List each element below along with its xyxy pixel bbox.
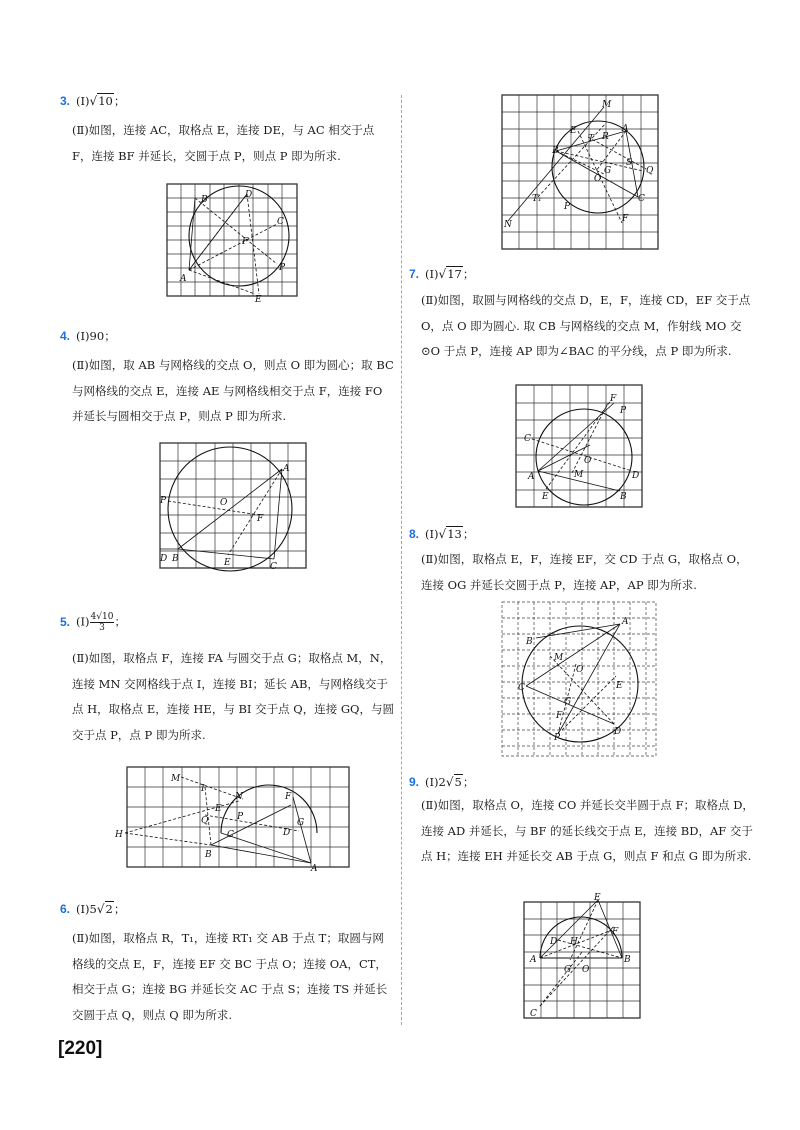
svg-text:F: F — [612, 927, 619, 937]
svg-text:F: F — [610, 394, 617, 404]
svg-text:E: E — [542, 492, 549, 502]
svg-text:N: N — [235, 792, 243, 802]
svg-text:E: E — [570, 126, 577, 136]
svg-text:O: O — [220, 498, 228, 508]
figure-7 — [512, 383, 647, 513]
point-label: C — [277, 217, 284, 227]
svg-text:D: D — [160, 554, 168, 564]
svg-text:H: H — [115, 830, 123, 840]
problem-5-solution: (Ⅱ)如图，取格点 F，连接 FA 与圆交于点 G；取格点 M，N，连接 MN 交网格线于点 I，连接 BI；延长 AB，与网格线交于点 H，取格点 E，连接 HE，与 BI 交于点 Q，连接 GQ，与圆交于点 P，点 P 即为所求. — [72, 651, 394, 742]
svg-text:B: B — [526, 637, 533, 647]
sqrt-expression: √5 — [445, 775, 462, 789]
figure-3 — [165, 182, 300, 305]
svg-text:P: P — [554, 733, 561, 743]
svg-text:B: B — [205, 850, 212, 860]
figure-5 — [115, 765, 355, 874]
point-label: B — [201, 195, 208, 205]
svg-text:C: C — [530, 1009, 537, 1019]
figure-6 — [498, 93, 663, 253]
fraction: $\frac{4√10}{3}$ — [90, 612, 114, 633]
svg-text:A: A — [528, 472, 535, 482]
figure-4 — [158, 441, 308, 573]
problem-6-answer: 6. (Ⅰ)5√2； — [60, 902, 126, 916]
svg-text:D: D — [632, 471, 640, 481]
figure-8 — [500, 600, 660, 760]
point-label: A — [180, 274, 187, 284]
point-label: D — [245, 190, 253, 200]
svg-text:M: M — [574, 470, 584, 480]
svg-text:G: G — [297, 818, 305, 828]
svg-text:F: F — [556, 711, 563, 721]
svg-text:O: O — [582, 965, 590, 975]
sqrt-expression: √17 — [438, 267, 462, 281]
svg-text:N: N — [504, 220, 512, 230]
point-label: F — [242, 237, 249, 247]
svg-text:D: D — [550, 937, 558, 947]
svg-text:B: B — [620, 492, 627, 502]
svg-text:B: B — [172, 554, 179, 564]
problem-4-solution: (Ⅱ)如图，取 AB 与网格线的交点 O，则点 O 即为圆心；取 BC 与网格线的交点 E，连接 AE 与网格线相交于点 F，连接 FO 并延长与圆相交于点 P，则点 P 即为所求. — [72, 358, 394, 423]
problem-number: 3. — [60, 94, 71, 108]
svg-text:G: G — [564, 965, 572, 975]
svg-text:B: B — [624, 955, 631, 965]
svg-text:P: P — [160, 496, 167, 506]
figure-9 — [520, 892, 645, 1022]
point-label: P — [279, 263, 286, 273]
svg-text:F: F — [257, 514, 264, 524]
sqrt-expression: √10 — [89, 94, 113, 108]
problem-9-answer: 9. (Ⅰ)2√5； — [409, 775, 475, 789]
problem-3-answer: 3. (Ⅰ)√10； — [60, 94, 126, 108]
svg-text:G: G — [564, 697, 572, 707]
svg-text:E: E — [224, 558, 231, 568]
problem-9-solution: (Ⅱ)如图，取格点 O，连接 CO 并延长交半圆于点 F；取格点 D，连接 AD 并延长，与 BF 的延长线交于点 E，连接 BD，AF 交于点 H；连接 EH 并延长交 AB 于点 G，则点 F 和点 G 即为所求. — [421, 798, 754, 863]
svg-text:H: H — [570, 937, 578, 947]
svg-text:A: A — [283, 464, 290, 474]
svg-text:D: D — [614, 727, 622, 737]
svg-text:C: C — [227, 830, 234, 840]
problem-5-answer: 5. (Ⅰ) $\frac{4√10}{3}$ ； — [60, 612, 126, 633]
column-divider — [401, 95, 402, 1025]
problem-7-solution: (Ⅱ)如图，取圆与网格线的交点 D，E，F，连接 CD，EF 交于点 O，点 O 即为圆心. 取 CB 与网格线的交点 M，作射线 MO 交⊙O 于点 P，连接 AP 即为∠BAC 的平分线，点 P 即为所求. — [421, 293, 751, 358]
svg-text:C: C — [518, 683, 525, 693]
svg-text:E: E — [594, 893, 601, 903]
svg-text:D: D — [283, 828, 291, 838]
svg-text:T: T — [588, 134, 595, 144]
svg-text:M: M — [171, 774, 181, 784]
svg-text:E: E — [616, 681, 623, 691]
svg-text:Q: Q — [646, 166, 654, 176]
svg-text:O: O — [594, 174, 602, 184]
svg-text:S: S — [626, 158, 633, 168]
svg-text:O: O — [584, 456, 592, 466]
svg-text:F: F — [622, 214, 629, 224]
sqrt-expression: √2 — [96, 902, 113, 916]
svg-text:M: M — [554, 653, 564, 663]
svg-text:A: A — [311, 864, 318, 874]
svg-text:A: A — [530, 955, 537, 965]
svg-text:P: P — [237, 812, 244, 822]
svg-text:P: P — [620, 406, 627, 416]
problem-6-solution: (Ⅱ)如图，取格点 R，T₁，连接 RT₁ 交 AB 于点 T；取圆与网格线的交点 E，F，连接 EF 交 BC 于点 O；连接 OA，CT，相交于点 G；连接 BG 并延长交 AC 于点 S；连接 TS 并延长交圆于点 Q，则点 Q 即为所求. — [72, 931, 388, 1022]
svg-text:C: C — [270, 562, 277, 572]
svg-text:R: R — [602, 132, 609, 142]
point-label: E — [255, 295, 262, 305]
svg-text:M: M — [602, 100, 612, 110]
page-number: [220] — [58, 1038, 103, 1059]
svg-text:E: E — [215, 804, 222, 814]
svg-text:F: F — [285, 792, 292, 802]
sqrt-expression: √13 — [438, 527, 462, 541]
problem-4-answer: 4. (Ⅰ)90； — [60, 329, 116, 343]
problem-3-solution: (Ⅱ)如图，连接 AC，取格点 E，连接 DE，与 AC 相交于点 F，连接 BF 并延长，交圆于点 P，则点 P 即为所求. — [72, 123, 375, 163]
svg-text:C: C — [524, 434, 531, 444]
svg-text:P: P — [564, 202, 571, 212]
svg-text:A: A — [622, 124, 629, 134]
problem-8-answer: 8. (Ⅰ)√13； — [409, 527, 475, 541]
problem-8-solution: (Ⅱ)如图，取格点 E，F，连接 EF，交 CD 于点 G，取格点 O，连接 OG 并延长交圆于点 P，连接 AP，AP 即为所求. — [421, 552, 748, 592]
svg-text:B: B — [552, 146, 559, 156]
svg-text:G: G — [604, 166, 612, 176]
svg-text:O: O — [576, 665, 584, 675]
problem-7-answer: 7. (Ⅰ)√17； — [409, 267, 475, 281]
svg-text:I: I — [201, 784, 205, 794]
svg-text:A: A — [622, 617, 629, 627]
svg-text:C: C — [638, 194, 645, 204]
svg-text:Q: Q — [201, 816, 209, 826]
svg-text:T₁: T₁ — [532, 194, 542, 204]
